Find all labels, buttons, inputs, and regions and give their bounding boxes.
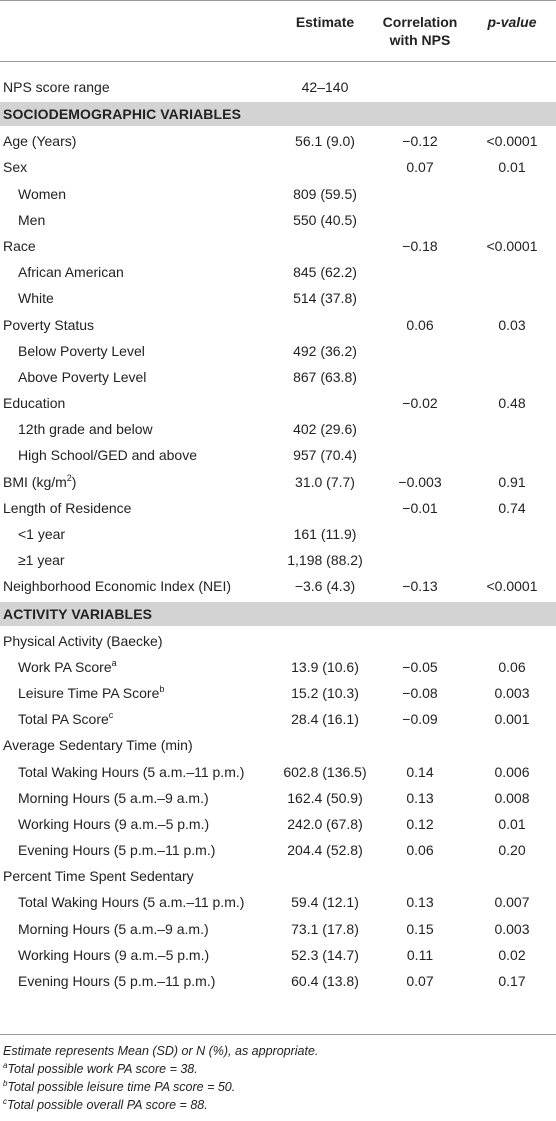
row-label	[18, 968, 215, 994]
row-label	[3, 628, 163, 654]
row-label	[3, 74, 110, 100]
row-label	[18, 416, 153, 442]
row-label	[3, 154, 27, 180]
table-row	[0, 706, 556, 732]
row-label-suffix: )	[71, 473, 77, 490]
section-header	[0, 102, 556, 126]
table-row	[0, 916, 556, 942]
row-label-text: Education	[3, 395, 66, 412]
estimate-cell: 60.4 (13.8)	[291, 973, 359, 989]
estimate-cell: 28.4 (16.1)	[291, 711, 359, 728]
p-value-cell: 0.74	[498, 499, 526, 516]
table-row	[0, 285, 556, 311]
row-label	[18, 207, 45, 233]
row-label	[18, 889, 244, 915]
table-row	[0, 968, 556, 994]
row-label	[3, 732, 193, 758]
correlation-cell: −0.08	[402, 684, 438, 701]
table-row	[0, 469, 556, 495]
row-label	[3, 573, 231, 599]
p-value-cell: <0.0001	[486, 133, 538, 150]
header-estimate: Estimate	[295, 14, 355, 30]
row-label	[18, 547, 65, 573]
row-label	[3, 390, 65, 416]
section-header	[0, 602, 556, 626]
table-row	[0, 811, 556, 837]
p-value-cell: 0.02	[498, 946, 526, 963]
row-label-text: Men	[18, 211, 46, 228]
header-p-value: p-value	[487, 14, 537, 30]
row-label-text: Work PA Score	[18, 658, 112, 675]
row-label-text: Evening Hours (5 p.m.–11 p.m.)	[18, 842, 216, 859]
table-row	[0, 416, 556, 442]
footnote-marker: b	[3, 1079, 8, 1088]
row-label-superscript: a	[111, 657, 117, 668]
table-row	[0, 785, 556, 811]
p-value-cell: 0.003	[494, 920, 530, 937]
table-row	[0, 128, 556, 154]
row-label-text: Leisure Time PA Score	[18, 684, 160, 701]
estimate-cell: 161 (11.9)	[293, 526, 357, 542]
table-row	[0, 495, 556, 521]
row-label	[18, 680, 164, 706]
estimate-cell: 56.1 (9.0)	[295, 133, 355, 150]
row-label	[18, 706, 113, 732]
table-row	[0, 547, 556, 573]
table-footnotes	[3, 1042, 318, 1114]
estimate-cell: 31.0 (7.7)	[295, 473, 355, 490]
footnote	[3, 1078, 318, 1096]
table-row	[0, 942, 556, 968]
correlation-cell: 0.06	[406, 842, 434, 859]
row-label-text: Women	[18, 185, 66, 202]
row-label	[18, 942, 209, 968]
footnote	[3, 1060, 318, 1078]
row-label	[18, 654, 117, 680]
estimate-cell: 514 (37.8)	[293, 290, 357, 307]
estimate-cell: 492 (36.2)	[293, 342, 357, 359]
correlation-cell: 0.07	[406, 973, 434, 989]
footnote-text: Total possible work PA score = 38.	[7, 1062, 198, 1076]
p-value-cell: 0.20	[498, 842, 526, 859]
row-label	[3, 128, 76, 154]
footnote-text: Total possible overall PA score = 88.	[7, 1098, 208, 1112]
row-label-text: Total Waking Hours (5 a.m.–11 p.m.)	[18, 894, 245, 911]
row-label	[3, 233, 36, 259]
correlation-cell: −0.02	[402, 395, 438, 412]
row-label-text: Length of Residence	[3, 499, 132, 516]
row-label-text: High School/GED and above	[18, 447, 197, 464]
row-label	[18, 338, 145, 364]
estimate-cell: 602.8 (136.5)	[283, 763, 367, 780]
p-value-cell: 0.01	[498, 159, 526, 176]
p-value-cell: 0.007	[494, 894, 530, 911]
row-label-text: Working Hours (9 a.m.–5 p.m.)	[18, 946, 210, 963]
row-label-superscript: b	[159, 683, 165, 694]
row-label	[18, 759, 244, 785]
row-label-text: Below Poverty Level	[18, 342, 145, 359]
footnote	[3, 1042, 318, 1060]
table-row	[0, 759, 556, 785]
header-correlation: Correlation with NPS	[382, 14, 458, 48]
row-label-text: Age (Years)	[3, 133, 77, 150]
table-row	[0, 837, 556, 863]
footnote	[3, 1096, 318, 1114]
table-row	[0, 889, 556, 915]
p-value-cell: 0.17	[498, 973, 526, 989]
table-row	[0, 338, 556, 364]
estimate-cell: 957 (70.4)	[293, 447, 357, 464]
table-row	[0, 154, 556, 180]
row-label	[18, 837, 215, 863]
row-label-text: Percent Time Spent Sedentary	[3, 868, 194, 885]
estimate-cell: 402 (29.6)	[293, 421, 357, 438]
table-row	[0, 654, 556, 680]
section-label: ACTIVITY VARIABLES	[3, 605, 153, 622]
estimate-cell: 809 (59.5)	[293, 185, 357, 202]
estimate-cell: 845 (62.2)	[293, 264, 357, 281]
row-label	[18, 285, 54, 311]
row-label	[18, 785, 209, 811]
p-value-cell: 0.01	[498, 815, 526, 832]
p-value-cell: 0.003	[494, 684, 530, 701]
row-label-text: White	[18, 290, 54, 307]
estimate-cell: 550 (40.5)	[293, 211, 357, 228]
estimate-cell: 73.1 (17.8)	[291, 920, 359, 937]
table-row	[0, 207, 556, 233]
correlation-cell: 0.15	[406, 920, 434, 937]
row-label-text: Race	[3, 237, 36, 254]
estimate-cell: 52.3 (14.7)	[291, 946, 359, 963]
row-label-text: Morning Hours (5 a.m.–9 a.m.)	[18, 789, 209, 806]
row-label	[18, 181, 66, 207]
table-row	[0, 181, 556, 207]
row-label	[18, 259, 124, 285]
correlation-cell: −0.18	[402, 237, 438, 254]
estimate-cell: −3.6 (4.3)	[294, 578, 356, 595]
row-label-text: Neighborhood Economic Index (NEI)	[3, 578, 232, 595]
table-header	[0, 0, 556, 62]
p-value-cell: 0.006	[494, 763, 530, 780]
row-label-text: Morning Hours (5 a.m.–9 a.m.)	[18, 920, 209, 937]
table-row	[0, 521, 556, 547]
row-label-text: Total PA Score	[18, 711, 109, 728]
estimate-cell: 242.0 (67.8)	[287, 815, 363, 832]
estimate-cell: 162.4 (50.9)	[287, 789, 363, 806]
correlation-cell: 0.11	[406, 946, 434, 963]
row-label	[18, 442, 197, 468]
row-label-text: Average Sedentary Time (min)	[3, 737, 193, 754]
row-label	[18, 521, 65, 547]
correlation-cell: −0.13	[402, 578, 438, 595]
table-body	[0, 74, 556, 994]
row-label-text: Above Poverty Level	[18, 368, 147, 385]
p-value-cell: 0.001	[494, 711, 530, 728]
table-row	[0, 442, 556, 468]
section-label: SOCIODEMOGRAPHIC VARIABLES	[3, 106, 242, 123]
estimate-cell: 204.4 (52.8)	[287, 842, 363, 859]
estimate-cell: 1,198 (88.2)	[287, 552, 363, 569]
table-row	[0, 628, 556, 654]
row-label-text: African American	[18, 264, 124, 281]
correlation-cell: 0.14	[406, 763, 434, 780]
row-label-text: Sex	[3, 159, 28, 176]
estimate-cell: 867 (63.8)	[293, 368, 357, 385]
row-label-text: NPS score range	[3, 79, 110, 95]
footnote-text: Estimate represents Mean (SD) or N (%), as appropriate.	[3, 1044, 319, 1058]
correlation-cell: −0.12	[402, 133, 438, 150]
correlation-cell: 0.06	[406, 316, 434, 333]
row-label-superscript: 2	[66, 472, 72, 483]
p-value-cell: 0.91	[498, 473, 526, 490]
p-value-cell: 0.06	[498, 658, 526, 675]
correlation-cell: 0.13	[406, 894, 434, 911]
p-value-cell: 0.008	[494, 789, 530, 806]
row-label-text: Total Waking Hours (5 a.m.–11 p.m.)	[18, 763, 245, 780]
table-row	[0, 364, 556, 390]
row-label	[3, 469, 76, 495]
estimate-cell: 15.2 (10.3)	[291, 684, 359, 701]
table-row	[0, 680, 556, 706]
table-row	[0, 863, 556, 889]
p-value-cell: <0.0001	[486, 578, 538, 595]
table-row	[0, 390, 556, 416]
table-bottom-rule	[0, 1034, 556, 1035]
table-row	[0, 74, 556, 100]
correlation-cell: −0.003	[398, 473, 442, 490]
row-label	[18, 364, 146, 390]
correlation-cell: −0.01	[402, 499, 438, 516]
p-value-cell: <0.0001	[486, 237, 538, 254]
table-row	[0, 312, 556, 338]
row-label-text: ≥1 year	[18, 552, 65, 569]
table-row	[0, 233, 556, 259]
p-value-cell: 0.03	[498, 316, 526, 333]
row-label	[18, 811, 209, 837]
correlation-cell: −0.09	[402, 711, 438, 728]
row-label-text: Evening Hours (5 p.m.–11 p.m.)	[18, 973, 216, 989]
correlation-cell: 0.07	[406, 159, 434, 176]
row-label-text: Physical Activity (Baecke)	[3, 632, 163, 649]
table-row	[0, 732, 556, 758]
estimate-cell: 42–140	[301, 79, 349, 95]
footnote-text: Total possible leisure time PA score = 50.	[7, 1080, 236, 1094]
table-row	[0, 259, 556, 285]
row-label-text: 12th grade and below	[18, 421, 153, 438]
estimate-cell: 13.9 (10.6)	[291, 658, 359, 675]
row-label-text: Working Hours (9 a.m.–5 p.m.)	[18, 815, 210, 832]
table-row	[0, 573, 556, 599]
row-label	[3, 495, 131, 521]
footnote-marker: c	[3, 1097, 7, 1106]
row-label-superscript: c	[108, 710, 114, 721]
footnote-marker: a	[3, 1061, 8, 1070]
correlation-cell: −0.05	[402, 658, 438, 675]
row-label	[3, 312, 94, 338]
correlation-cell: 0.12	[406, 815, 434, 832]
correlation-cell: 0.13	[406, 789, 434, 806]
estimate-cell: 59.4 (12.1)	[291, 894, 359, 911]
row-label	[18, 916, 209, 942]
row-label-text: BMI (kg/m	[3, 473, 67, 490]
p-value-cell: 0.48	[498, 395, 526, 412]
row-label-text: <1 year	[18, 526, 66, 542]
row-label	[3, 863, 194, 889]
row-label-text: Poverty Status	[3, 316, 95, 333]
